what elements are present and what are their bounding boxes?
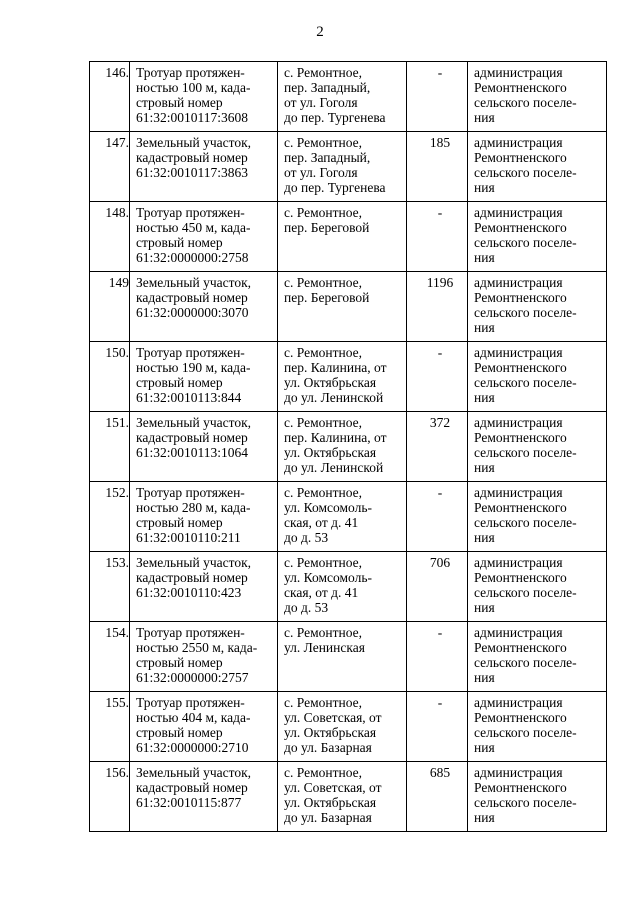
item-number-cell: 154. xyxy=(90,622,130,692)
address-cell: с. Ремонтное, пер. Береговой xyxy=(278,202,407,272)
area-cell: - xyxy=(407,692,468,762)
table-row xyxy=(90,202,607,272)
item-number-cell: 151. xyxy=(90,412,130,482)
object-description-cell: Земельный участок, кадастровый номер 61:32:0000000:3070 xyxy=(130,272,278,342)
object-description-cell: Земельный участок, кадастровый номер 61:32:0010115:877 xyxy=(130,762,278,832)
item-number-cell: 156. xyxy=(90,762,130,832)
item-number-cell: 153. xyxy=(90,552,130,622)
owner-cell: администрация Ремонтненского сельского поселе- ния xyxy=(468,482,607,552)
address-cell: с. Ремонтное, ул. Ленинская xyxy=(278,622,407,692)
address-cell: с. Ремонтное, пер. Западный, от ул. Гоголя до пер. Тургенева xyxy=(278,132,407,202)
object-description-cell: Земельный участок, кадастровый номер 61:32:0010117:3863 xyxy=(130,132,278,202)
item-number-cell: 148. xyxy=(90,202,130,272)
area-cell: 1196 xyxy=(407,272,468,342)
registry-table-body xyxy=(90,62,607,832)
table-row xyxy=(90,622,607,692)
owner-cell: администрация Ремонтненского сельского поселе- ния xyxy=(468,272,607,342)
address-cell: с. Ремонтное, ул. Советская, от ул. Октябрьская до ул. Базарная xyxy=(278,692,407,762)
address-cell: с. Ремонтное, ул. Комсомоль- ская, от д. 41 до д. 53 xyxy=(278,482,407,552)
item-number-cell: 146. xyxy=(90,62,130,132)
object-description-cell: Тротуар протяжен- ностью 2550 м, када- стровый номер 61:32:0000000:2757 xyxy=(130,622,278,692)
owner-cell: администрация Ремонтненского сельского поселе- ния xyxy=(468,622,607,692)
table-row xyxy=(90,762,607,832)
object-description-cell: Тротуар протяжен- ностью 100 м, када- стровый номер 61:32:0010117:3608 xyxy=(130,62,278,132)
address-cell: с. Ремонтное, пер. Калинина, от ул. Октябрьская до ул. Ленинской xyxy=(278,342,407,412)
object-description-cell: Тротуар протяжен- ностью 280 м, када- стровый номер 61:32:0010110:211 xyxy=(130,482,278,552)
owner-cell: администрация Ремонтненского сельского поселе- ния xyxy=(468,412,607,482)
area-cell: - xyxy=(407,62,468,132)
object-description-cell: Тротуар протяжен- ностью 404 м, када- стровый номер 61:32:0000000:2710 xyxy=(130,692,278,762)
owner-cell: администрация Ремонтненского сельского поселе- ния xyxy=(468,552,607,622)
table-row xyxy=(90,692,607,762)
property-registry-table xyxy=(89,61,607,832)
item-number-cell: 149 xyxy=(90,272,130,342)
owner-cell: администрация Ремонтненского сельского поселе- ния xyxy=(468,342,607,412)
table-row xyxy=(90,482,607,552)
page-number: 2 xyxy=(316,24,324,40)
table-row xyxy=(90,412,607,482)
table-row xyxy=(90,342,607,412)
area-cell: - xyxy=(407,482,468,552)
area-cell: 185 xyxy=(407,132,468,202)
item-number-cell: 152. xyxy=(90,482,130,552)
item-number-cell: 150. xyxy=(90,342,130,412)
owner-cell: администрация Ремонтненского сельского поселе- ния xyxy=(468,62,607,132)
object-description-cell: Тротуар протяжен- ностью 450 м, када- стровый номер 61:32:0000000:2758 xyxy=(130,202,278,272)
owner-cell: администрация Ремонтненского сельского поселе- ния xyxy=(468,202,607,272)
address-cell: с. Ремонтное, пер. Береговой xyxy=(278,272,407,342)
owner-cell: администрация Ремонтненского сельского поселе- ния xyxy=(468,762,607,832)
owner-cell: администрация Ремонтненского сельского поселе- ния xyxy=(468,692,607,762)
object-description-cell: Земельный участок, кадастровый номер 61:32:0010113:1064 xyxy=(130,412,278,482)
area-cell: 372 xyxy=(407,412,468,482)
object-description-cell: Тротуар протяжен- ностью 190 м, када- стровый номер 61:32:0010113:844 xyxy=(130,342,278,412)
object-description-cell: Земельный участок, кадастровый номер 61:32:0010110:423 xyxy=(130,552,278,622)
table-row xyxy=(90,132,607,202)
address-cell: с. Ремонтное, пер. Западный, от ул. Гоголя до пер. Тургенева xyxy=(278,62,407,132)
area-cell: 685 xyxy=(407,762,468,832)
table-row xyxy=(90,552,607,622)
table-row xyxy=(90,62,607,132)
item-number-cell: 147. xyxy=(90,132,130,202)
owner-cell: администрация Ремонтненского сельского поселе- ния xyxy=(468,132,607,202)
table-row xyxy=(90,272,607,342)
area-cell: 706 xyxy=(407,552,468,622)
address-cell: с. Ремонтное, ул. Советская, от ул. Октябрьская до ул. Базарная xyxy=(278,762,407,832)
area-cell: - xyxy=(407,622,468,692)
area-cell: - xyxy=(407,342,468,412)
address-cell: с. Ремонтное, ул. Комсомоль- ская, от д. 41 до д. 53 xyxy=(278,552,407,622)
area-cell: - xyxy=(407,202,468,272)
item-number-cell: 155. xyxy=(90,692,130,762)
address-cell: с. Ремонтное, пер. Калинина, от ул. Октябрьская до ул. Ленинской xyxy=(278,412,407,482)
